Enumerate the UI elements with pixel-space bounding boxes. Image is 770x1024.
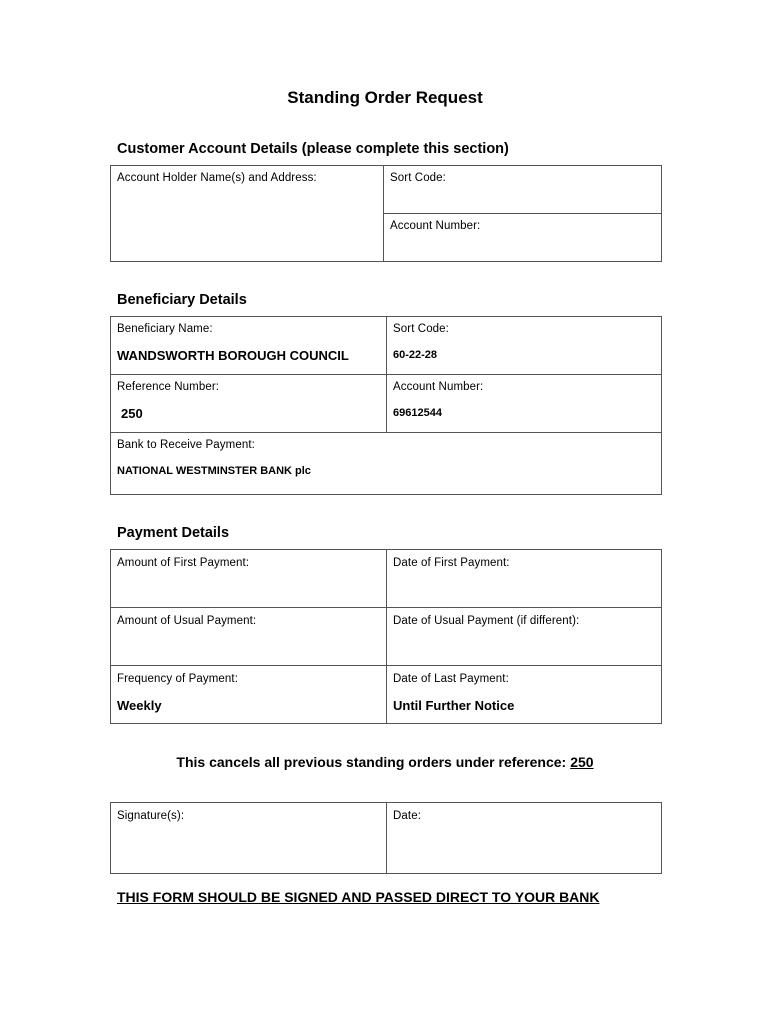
usual-payment-date-label: Date of Usual Payment (if different): [393,615,580,627]
reference-number-label: Reference Number: [117,381,220,393]
date-label: Date: [393,810,421,822]
customer-sort-code-label: Sort Code: [390,172,446,184]
cancel-notice [0,754,770,770]
cancel-reference: 250 [570,754,594,770]
bank-value: NATIONAL WESTMINSTER BANK plc [117,465,311,477]
divider [386,803,387,873]
customer-details-table [110,165,662,262]
account-holder-label: Account Holder Name(s) and Address: [117,172,317,184]
bank-label: Bank to Receive Payment: [117,439,255,451]
beneficiary-account-number-value: 69612544 [393,407,442,419]
page-title: Standing Order Request [287,88,483,107]
last-payment-date-label: Date of Last Payment: [393,673,509,685]
divider [111,665,661,666]
frequency-value: Weekly [117,698,162,713]
beneficiary-section-heading: Beneficiary Details [117,292,247,308]
footer-instruction: THIS FORM SHOULD BE SIGNED AND PASSED DIRECT TO YOUR BANK [117,889,600,905]
signature-table [110,802,662,874]
beneficiary-name-value: WANDSWORTH BOROUGH COUNCIL [117,348,349,363]
payment-section-heading: Payment Details [117,525,230,541]
first-payment-date-label: Date of First Payment: [393,557,510,569]
reference-number-value: 250 [121,406,143,421]
frequency-label: Frequency of Payment: [117,673,238,685]
divider [111,432,661,433]
beneficiary-sort-code-label: Sort Code: [393,323,449,335]
beneficiary-account-number-label: Account Number: [393,381,484,393]
divider [111,607,661,608]
customer-account-number-label: Account Number: [390,220,481,232]
divider [111,374,661,375]
last-payment-date-value: Until Further Notice [393,698,515,713]
divider [383,213,661,214]
beneficiary-details-table [110,316,662,495]
beneficiary-name-label: Beneficiary Name: [117,323,213,335]
usual-payment-amount-label: Amount of Usual Payment: [117,615,257,627]
signature-label: Signature(s): [117,810,185,822]
customer-section-heading: Customer Account Details (please complete this section) [117,141,509,157]
beneficiary-sort-code-value: 60-22-28 [393,349,438,361]
divider [386,317,387,433]
divider [386,550,387,723]
cancel-notice-text: This cancels all previous standing orders under reference: [176,754,567,770]
payment-details-table [110,549,662,724]
first-payment-amount-label: Amount of First Payment: [117,557,250,569]
